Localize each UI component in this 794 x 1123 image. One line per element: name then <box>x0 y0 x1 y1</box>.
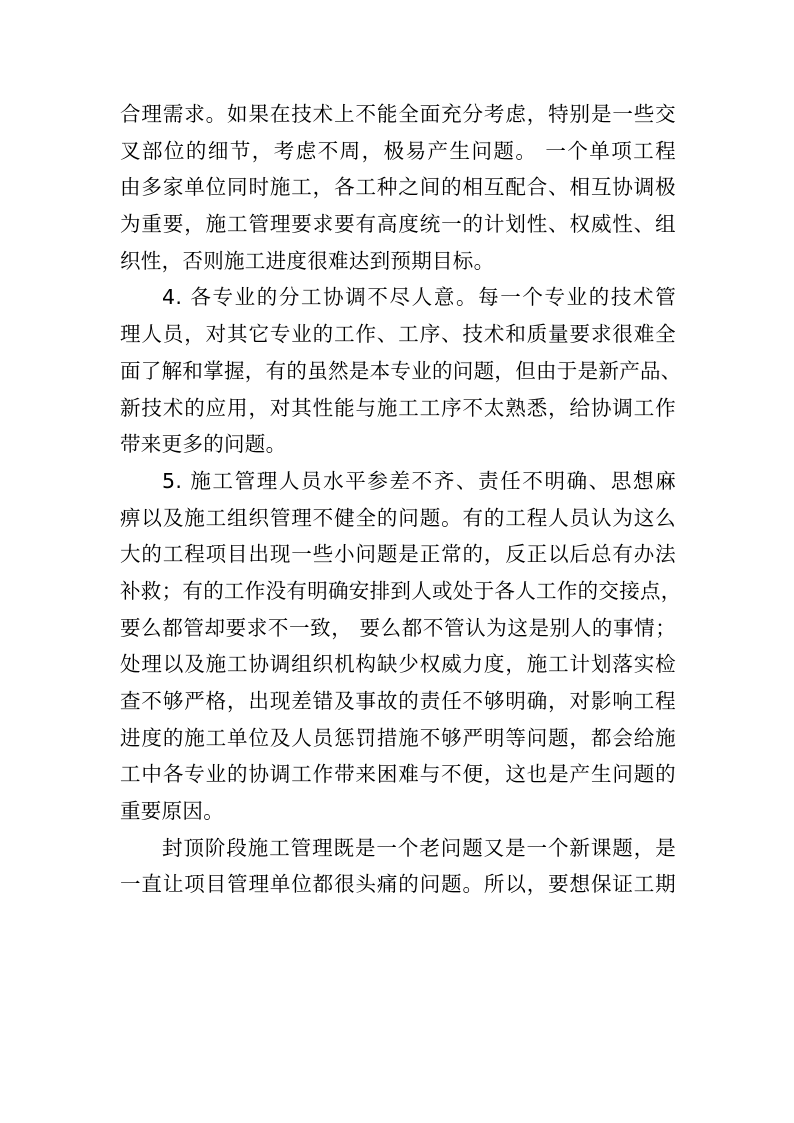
text-line: 新技术的应用，对其性能与施工工序不太熟悉，给协调工作 <box>120 395 676 420</box>
text-line: 处理以及施工协调组织机构缺少权威力度，施工计划落实检 <box>120 652 676 677</box>
text-line: 带来更多的问题。 <box>120 432 287 457</box>
paragraph-item-4 <box>120 279 682 462</box>
text-line: 合理需求。如果在技术上不能全面充分考虑，特别是一些交 <box>120 102 676 126</box>
text-line: 大的工程项目出现一些小问题是正常的，反正以后总有办法 <box>120 542 676 567</box>
text-line: 封顶阶段施工管理既是一个老问题又是一个新课题，是 <box>162 835 676 860</box>
text-line: 为重要，施工管理要求要有高度统一的计划性、权威性、组 <box>120 212 676 237</box>
text-line: 痹以及施工组织管理不健全的问题。有的工程人员认为这么 <box>120 505 676 530</box>
text-line: 织性，否则施工进度很难达到预期目标。 <box>120 248 495 273</box>
text-line: 4. 各专业的分工协调不尽人意。每一个专业的技术管 <box>162 285 676 310</box>
document-page <box>120 96 682 903</box>
text-line: 补救；有的工作没有明确安排到人或处于各人工作的交接点， <box>120 578 682 603</box>
paragraph-reasonable-needs <box>120 96 676 279</box>
text-line: 进度的施工单位及人员惩罚措施不够严明等问题，都会给施 <box>120 725 676 750</box>
paragraph-topping-out-stage <box>120 830 676 903</box>
text-line: 面了解和掌握，有的虽然是本专业的问题，但由于是新产品、 <box>120 358 682 383</box>
text-line: 一直让项目管理单位都很头痛的问题。所以，要想保证工期 <box>120 872 676 897</box>
text-line: 叉部位的细节，考虑不周，极易产生问题。 一个单项工程 <box>120 138 676 163</box>
text-line: 理人员，对其它专业的工作、工序、技术和质量要求很难全 <box>120 322 676 347</box>
text-line: 重要原因。 <box>120 799 224 824</box>
text-line: 工中各专业的协调工作带来困难与不便，这也是产生问题的 <box>120 762 676 787</box>
text-line: 查不够严格，出现差错及事故的责任不够明确，对影响工程 <box>120 689 676 713</box>
text-line: 要么都管却要求不一致， 要么都不管认为这是别人的事情； <box>120 615 676 640</box>
text-line: 5. 施工管理人员水平参差不齐、责任不明确、思想麻 <box>162 468 676 493</box>
text-line: 由多家单位同时施工，各工种之间的相互配合、相互协调极 <box>120 175 676 200</box>
paragraph-item-5 <box>120 463 682 830</box>
